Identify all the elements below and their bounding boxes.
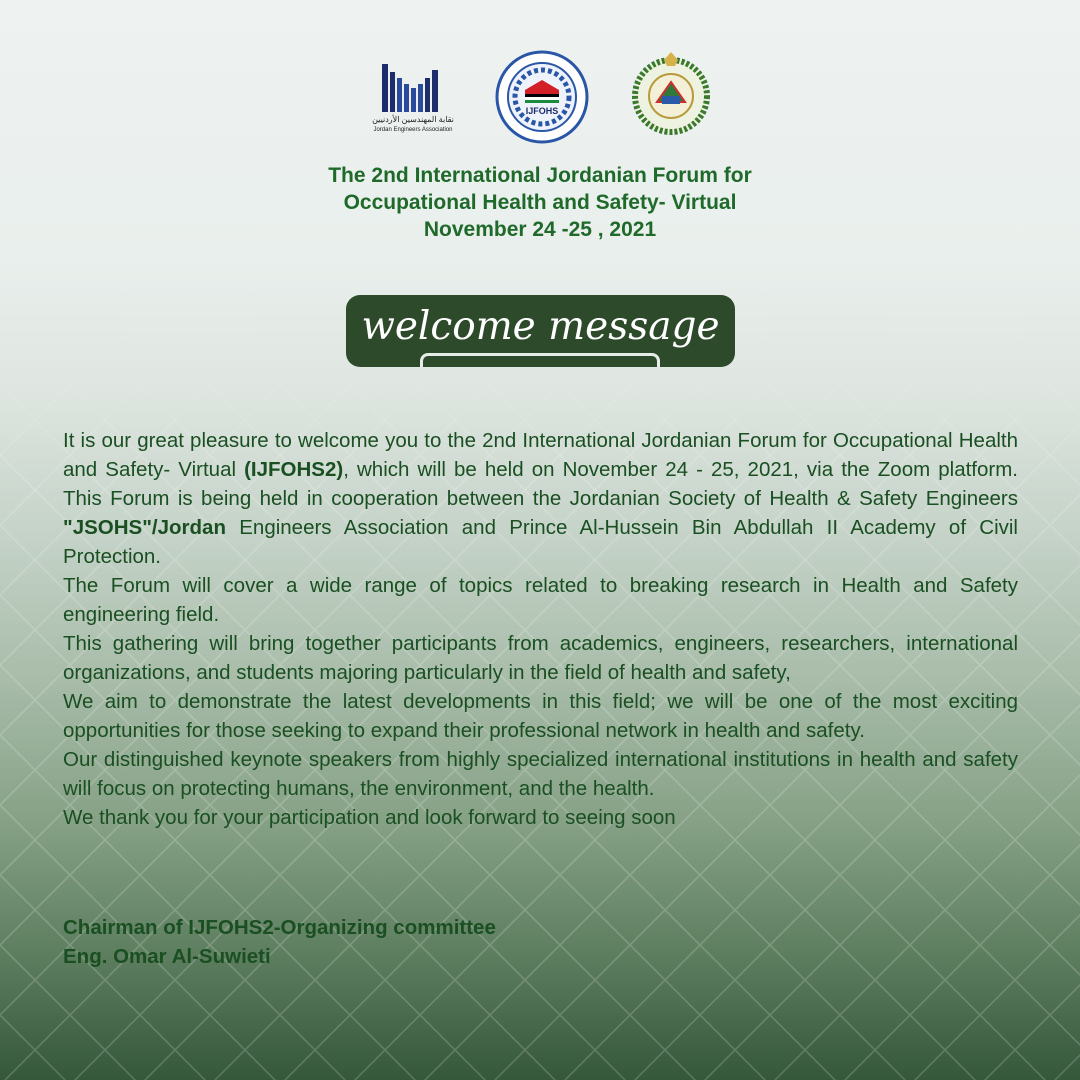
message-paragraph-2: The Forum will cover a wide range of topics related to breaking research in Health and Safety engineering field. [63,574,1018,626]
jea-arabic-name: نقابة المهندسين الأردنيين [372,115,454,124]
p1-text-a: It is our great pleasure to welcome you to the 2nd International Jordanian Forum for Occupational Health and Safety- Virtual [63,429,1018,481]
heading-line-1: The 2nd International Jordanian Forum for [328,164,752,187]
message-paragraph-1 [63,426,1018,571]
p1-bold-ijfohs2: (IJFOHS2) [244,458,344,481]
logo-row [0,50,1080,140]
civil-protection-academy-emblem [628,50,714,136]
jea-english-name: Jordan Engineers Association [373,127,453,133]
signature-role: Chairman of IJFOHS2-Organizing committee [63,916,496,939]
message-paragraph-5: Our distinguished keynote speakers from highly specialized international institutions in health and safety will focus on protecting humans, the environment, and the health. [63,748,1018,800]
signature-name: Eng. Omar Al-Suwieti [63,945,271,968]
signature-block [63,913,496,971]
forum-badge-text: IJFOHS [525,106,559,116]
p1-text-c: Engineers Association and Prince Al-Hussein Bin Abdullah II Academy of Civil Protection. [63,516,1018,568]
welcome-message-body [63,426,1018,832]
ijfohs-forum-logo [495,50,589,144]
heading-line-2: Occupational Health and Safety- Virtual [343,191,737,214]
p1-text-b: , which will be held on November 24 - 25, 2021, via the Zoom platform. This Forum is being held in cooperation between the Jordanian Society of Health & Safety Engineers [63,458,1018,510]
forum-heading [0,162,1080,243]
message-paragraph-6: We thank you for your participation and look forward to seeing soon [63,806,676,829]
banner-underline-decoration [420,353,660,367]
message-paragraph-4: We aim to demonstrate the latest developments in this field; we will be one of the most exciting opportunities for those seeking to expand their professional network in health and safety. [63,690,1018,742]
welcome-banner-title: welcome message [361,304,720,349]
p1-bold-jsohs: "JSOHS"/Jordan [63,516,226,539]
heading-date: November 24 -25 , 2021 [423,218,657,241]
message-paragraph-3: This gathering will bring together participants from academics, engineers, researchers, international organizations, and students majoring particularly in the field of health and safety, [63,632,1018,684]
